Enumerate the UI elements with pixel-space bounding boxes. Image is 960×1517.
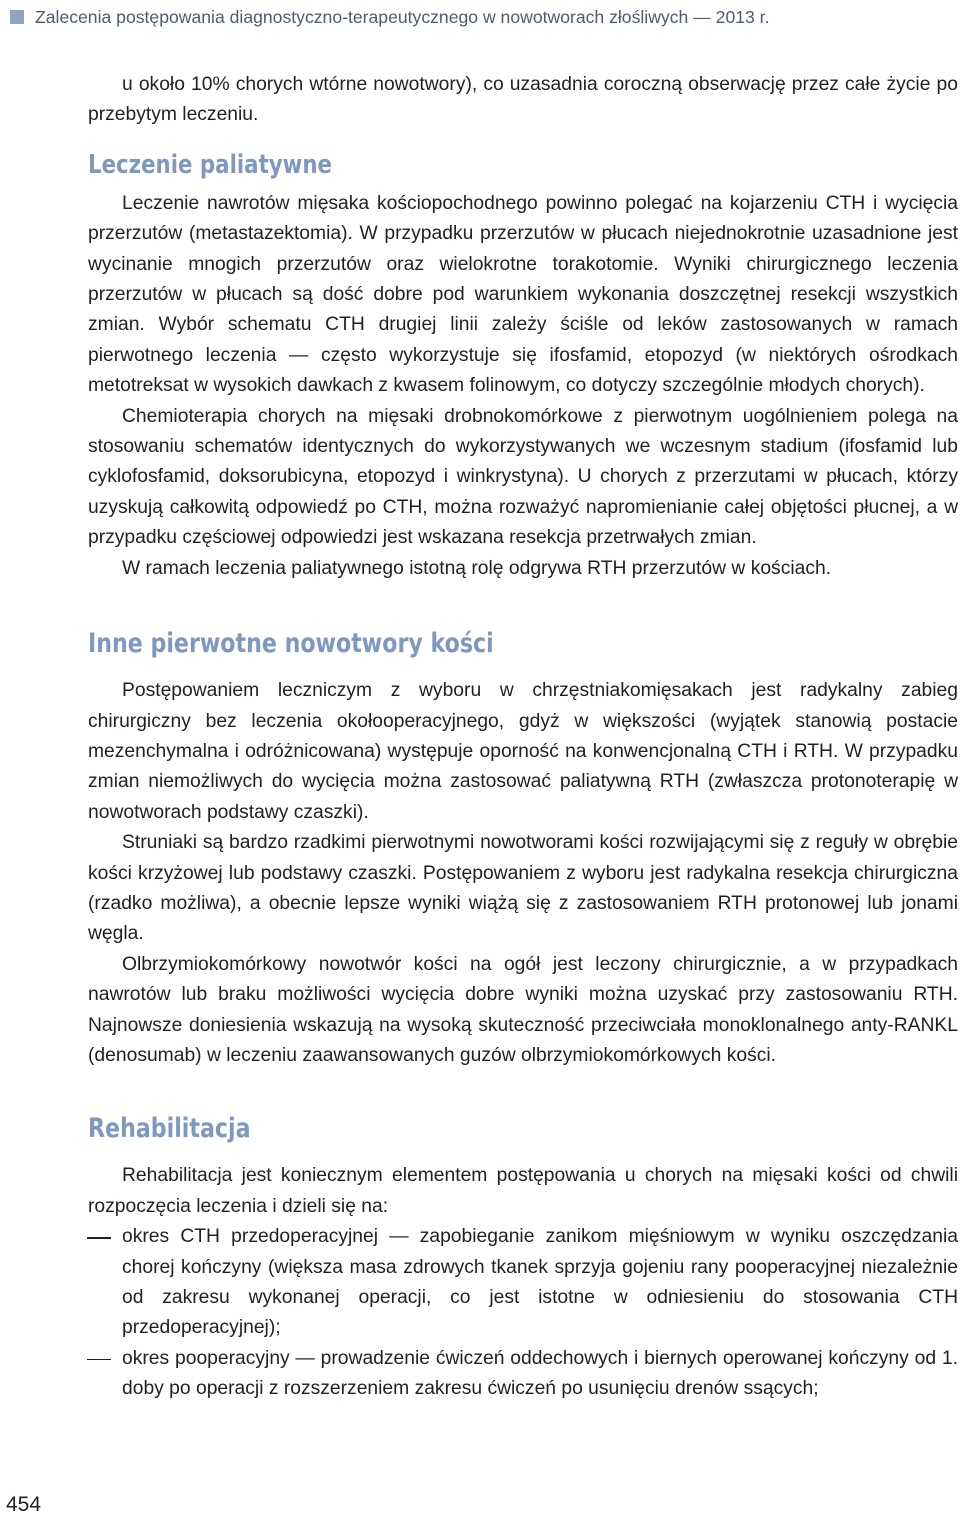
paragraph: Postępowaniem leczniczym z wyboru w chrzęstniakomięsakach jest radykalny zabieg chirurgiczny bez leczenia okołooperacyjnego, gdyż w większości (wyjątek stanowią postacie mezenchymalna i odróżnicowana) występuje oporność na konwencjonalną CTH i RTH. W przypadku zmian niemożliwych do wycięcia można zastosować paliatywną RTH (zwłaszcza protonoterapię w nowotworach podstawy czaszki).: [88, 680, 958, 823]
header-square-marker: [10, 10, 24, 24]
running-title: Zalecenia postępowania diagnostyczno-terapeutycznego w nowotworach złośliwych — 2013 r.: [35, 6, 770, 27]
intro-paragraph: u około 10% chorych wtórne nowotwory), co uzasadnia coroczną obserwację przez całe życie po przebytym leczeniu.: [88, 74, 958, 126]
running-header: [10, 4, 769, 30]
paragraph: Leczenie nawrotów mięsaka kościopochodnego powinno polegać na kojarzeniu CTH i wycięcia przerzutów (metastazektomia). W przypadku przerzutów w płucach niejednokrotnie uzasadnione jest wycinanie mnogich przerzutów oraz wielokrotne torakotomie. Wyniki chirurgicznego leczenia przerzutów w płucach są dość dobre pod warunkiem wykonania doszczętnej resekcji wszystkich zmian. Wybór schematu CTH drugiej linii zależy ściśle od leków zastosowanych w ramach pierwotnego leczenia — często wykorzystuje się ifosfamid, etopozyd (w niektórych ośrodkach metotreksat w wysokich dawkach z kwasem folinowym, co dotyczy szczególnie młodych chorych).: [88, 192, 958, 397]
list-item: [88, 1344, 958, 1405]
paragraph: W ramach leczenia paliatywnego istotną rolę odgrywa RTH przerzutów w kościach.: [122, 557, 832, 579]
paragraph: Rehabilitacja jest koniecznym elementem postępowania u chorych na mięsaki kości od chwili rozpoczęcia leczenia i dzieli się na:: [88, 1165, 958, 1217]
list-item-text: okres pooperacyjny — prowadzenie ćwiczeń oddechowych i biernych operowanej kończyny od 1. doby po operacji z rozszerzeniem zakresu ćwiczeń po usunięciu drenów ssących;: [122, 1347, 958, 1400]
heading-rehabilitation: Rehabilitacja: [88, 1113, 251, 1145]
paragraph: Olbrzymiokomórkowy nowotwór kości na ogół jest leczony chirurgicznie, a w przypadkach nawrotów lub braku możliwości wycięcia dobre wyniki można uzyskać przy zastosowaniu RTH. Najnowsze doniesienia wskazują na wysoką skuteczność przeciwciała monoklonalnego anty-RANKL (denosumab) w leczeniu zaawansowanych guzów olbrzymiokomórkowych kości.: [88, 953, 958, 1066]
list-item-text: okres CTH przedoperacyjnej — zapobieganie zanikom mięśniowym w wyniku oszczędzania chorej kończyny (większa masa zdrowych tkanek sprzyja gojeniu rany pooperacyjnej niezależnie od zakresu wykonanej operacji, co jest istotne w odniesieniu do stosowania CTH przedoperacyjnej);: [122, 1226, 958, 1339]
heading-palliative-treatment: Leczenie paliatywne: [88, 149, 333, 180]
heading-other-primary-bone-tumors: Inne pierwotne nowotwory kości: [88, 628, 494, 660]
paragraph: Struniaki są bardzo rzadkimi pierwotnymi nowotworami kości rozwijającymi się z reguły w obrębie kości krzyżowej lub podstawy czaszki. Postępowaniem z wyboru jest radykalna resekcja chirurgiczna (rzadko możliwa), a obecnie lepsze wyniki wiążą się z zastosowaniem RTH protonowej lub jonami węgla.: [88, 832, 958, 945]
paragraph: Chemioterapia chorych na mięsaki drobnokomórkowe z pierwotnym uogólnieniem polega na stosowaniu schematów identycznych do wykorzystywanych we wczesnym stadium (ifosfamid lub cyklofosfamid, doksorubicyna, etopozyd i winkrystyna). U chorych z przerzutami w płucach, którzy uzyskują całkowitą odpowiedź po CTH, można rozważyć napromienianie całej objętości płucnej, a w przypadku częściowej odpowiedzi jest wskazana resekcja przetrwałych zmian.: [88, 405, 958, 549]
page-content: [88, 70, 958, 1405]
section-palliative-treatment: [88, 147, 958, 584]
list-item: [88, 1222, 958, 1344]
section-other-primary-bone-tumors: [88, 626, 958, 1071]
section-rehabilitation: [88, 1111, 958, 1404]
rehabilitation-periods-list: [88, 1222, 958, 1404]
page-number: 454: [6, 1493, 42, 1516]
